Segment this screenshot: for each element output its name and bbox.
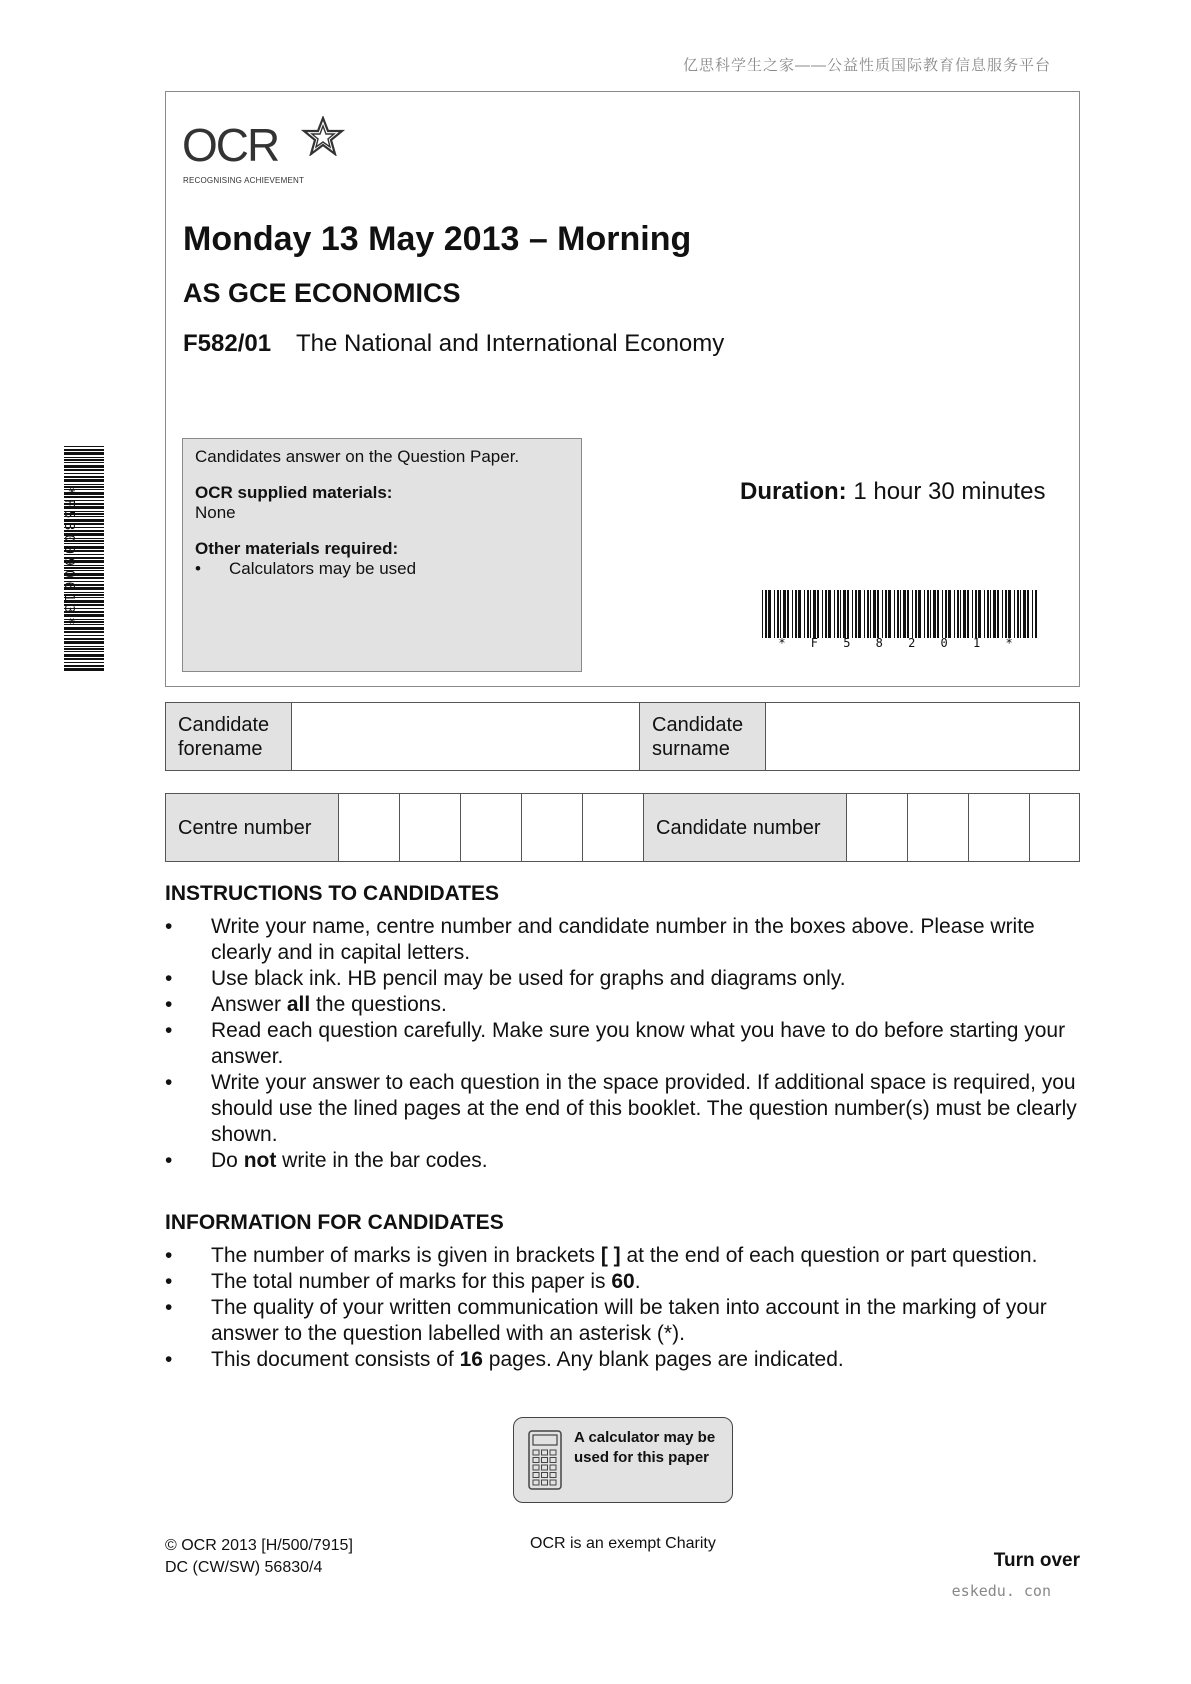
document-code: DC (CW/SW) 56830/4 <box>165 1559 323 1576</box>
surname-field[interactable] <box>766 703 1080 771</box>
barcode-bar <box>960 590 961 638</box>
candidate-number-digit[interactable] <box>969 794 1030 862</box>
surname-label: Candidate surname <box>640 703 766 771</box>
barcode-bar <box>933 590 936 638</box>
barcode-bar <box>783 590 786 638</box>
copyright-line: © OCR 2013 [H/500/7915] <box>165 1537 353 1554</box>
barcode-bar <box>903 590 906 638</box>
barcode-bar <box>810 590 811 638</box>
candidate-barcode-text: *F530090613* <box>61 487 76 629</box>
watermark-bottom: eskedu. con <box>951 1582 1051 1600</box>
calculator-icon <box>528 1430 562 1490</box>
barcode-bars <box>760 590 1040 638</box>
barcode-bar <box>888 590 891 638</box>
footer-copyright <box>165 1535 353 1579</box>
barcode-bar <box>795 590 797 638</box>
other-materials-item: Calculators may be used <box>229 559 417 578</box>
logo-tagline: RECOGNISING ACHIEVEMENT <box>183 176 305 185</box>
barcode-bar <box>852 590 853 638</box>
barcode-bar <box>813 590 816 638</box>
instruction-item: • Use black ink. HB pencil may be used for graphs and diagrams only. <box>165 966 1085 992</box>
barcode-bar <box>978 590 981 638</box>
footer-charity: OCR is an exempt Charity <box>530 1535 716 1552</box>
barcode-bar <box>927 590 929 638</box>
barcode-bar <box>945 590 947 638</box>
calculator-notice <box>513 1417 733 1503</box>
barcode-bar <box>804 590 805 638</box>
barcode-bar <box>987 590 989 638</box>
barcode-bar <box>825 590 827 638</box>
calculator-key <box>533 1480 539 1485</box>
barcode-bar <box>1002 590 1003 638</box>
barcode-bar <box>885 590 887 638</box>
instruction-item: • Do not write in the bar codes. <box>165 1148 1085 1174</box>
barcode-bar <box>948 590 951 638</box>
exam-code: F582/01 <box>183 330 272 357</box>
barcode-bar <box>1005 590 1007 638</box>
barcode-bar <box>817 590 819 638</box>
barcode-bar <box>822 590 823 638</box>
calculator-key <box>550 1465 556 1470</box>
barcode-bar <box>837 590 839 638</box>
calculator-key <box>533 1465 539 1470</box>
barcode-bar <box>762 590 763 638</box>
barcode-bar <box>937 590 939 638</box>
centre-number-digit[interactable] <box>522 794 583 862</box>
barcode-bar <box>840 590 841 638</box>
barcode-bar <box>768 590 771 638</box>
barcode-bar <box>894 590 895 638</box>
barcode-bar <box>847 590 849 638</box>
candidate-name-table <box>165 702 1080 771</box>
barcode-bar <box>912 590 913 638</box>
exam-paper-title: The National and International Economy <box>296 330 725 357</box>
centre-number-digit[interactable] <box>339 794 400 862</box>
barcode-bar <box>828 590 831 638</box>
barcode-bar <box>993 590 996 638</box>
barcode-bar <box>975 590 977 638</box>
barcode-bar <box>897 590 899 638</box>
star-icon <box>300 116 346 156</box>
information-item: • The quality of your written communication will be taken into account in the marking of your answer to the question labelled with an asterisk (*). <box>165 1295 1085 1347</box>
centre-number-label: Centre number <box>166 794 339 862</box>
barcode-bar <box>954 590 955 638</box>
barcode-bar <box>64 668 104 671</box>
barcode-bar <box>834 590 835 638</box>
candidate-number-digit[interactable] <box>908 794 969 862</box>
barcode-bar <box>915 590 917 638</box>
candidate-number-digit[interactable] <box>1030 794 1080 862</box>
candidate-number-digit[interactable] <box>847 794 908 862</box>
barcode-bar <box>1032 590 1033 638</box>
barcode-bar <box>882 590 883 638</box>
barcode-bar <box>957 590 959 638</box>
instructions-list <box>165 914 1085 1174</box>
instruction-item: • Read each question carefully. Make sure you know what you have to do before starting your answer. <box>165 1018 1085 1070</box>
calculator-key <box>542 1480 548 1485</box>
calculator-key <box>550 1473 556 1478</box>
calculator-key <box>533 1450 539 1455</box>
paper-barcode-text: * F 5 8 2 0 1 * <box>778 636 1022 650</box>
barcode-bar <box>972 590 973 638</box>
barcode-bar <box>1020 590 1021 638</box>
watermark-top: 亿思科学生之家——公益性质国际教育信息服务平台 <box>682 57 1051 74</box>
paper-barcode <box>760 590 1040 652</box>
barcode-bar <box>877 590 879 638</box>
barcode-bar <box>930 590 931 638</box>
calculator-key <box>550 1450 556 1455</box>
candidate-number-label: Candidate number <box>644 794 847 862</box>
information-heading: INFORMATION FOR CANDIDATES <box>165 1211 504 1234</box>
barcode-bar <box>864 590 865 638</box>
candidate-number-table <box>165 793 1080 862</box>
materials-line: Candidates answer on the Question Paper. <box>195 447 520 466</box>
barcode-bar <box>1008 590 1011 638</box>
instruction-item: • Write your answer to each question in the space provided. If additional space is required, you should use the lined pages at the end of this booklet. The question number(s) must be clearly shown. <box>165 1070 1085 1148</box>
information-item: • This document consists of 16 pages. Any blank pages are indicated. <box>165 1347 1085 1373</box>
other-materials-heading: Other materials required: <box>195 539 399 558</box>
instruction-item: • Answer all the questions. <box>165 992 1085 1018</box>
turn-over: Turn over <box>993 1550 1080 1571</box>
barcode-bar <box>855 590 857 638</box>
barcode-bar <box>1027 590 1029 638</box>
calculator-key <box>533 1458 539 1463</box>
centre-number-digit[interactable] <box>583 794 644 862</box>
calculator-key <box>542 1473 548 1478</box>
centre-number-digit[interactable] <box>461 794 522 862</box>
barcode-bar <box>64 446 104 447</box>
forename-label: Candidate forename <box>166 703 292 771</box>
forename-field[interactable] <box>292 703 640 771</box>
barcode-bar <box>843 590 846 638</box>
barcode-bar <box>807 590 809 638</box>
barcode-bar <box>780 590 781 638</box>
barcode-bar <box>907 590 909 638</box>
barcode-bar <box>900 590 901 638</box>
barcode-bar <box>867 590 869 638</box>
barcode-bar <box>858 590 861 638</box>
barcode-bar <box>1023 590 1026 638</box>
barcode-bar <box>924 590 925 638</box>
supplied-materials-heading: OCR supplied materials: <box>195 483 393 502</box>
barcode-bar <box>792 590 793 638</box>
information-item: • The total number of marks for this paper is 60. <box>165 1269 1085 1295</box>
barcode-bar <box>997 590 999 638</box>
calculator-key <box>542 1465 548 1470</box>
barcode-bar <box>1017 590 1019 638</box>
barcode-bar <box>990 590 991 638</box>
barcode-bar <box>963 590 966 638</box>
exam-date: Monday 13 May 2013 – Morning <box>183 220 692 258</box>
duration <box>740 478 1045 506</box>
exam-subject: AS GCE ECONOMICS <box>183 278 461 308</box>
information-item: • The number of marks is given in brackets [ ] at the end of each question or part question. <box>165 1243 1085 1269</box>
barcode-bar <box>777 590 779 638</box>
supplied-materials-value: None <box>195 503 236 522</box>
barcode-bar <box>967 590 969 638</box>
materials-box: Candidates answer on the Question Paper. OCR supplied materials: None Other materials required: • Calculators may be used <box>182 438 582 672</box>
centre-number-digit[interactable] <box>400 794 461 862</box>
calculator-key <box>550 1480 556 1485</box>
calculator-key <box>542 1458 548 1463</box>
logo-wordmark: OCR <box>182 119 279 171</box>
barcode-bar <box>1014 590 1015 638</box>
barcode-bar <box>1035 590 1037 638</box>
duration-value: 1 hour 30 minutes <box>846 478 1046 505</box>
information-list <box>165 1243 1085 1373</box>
candidate-barcode <box>54 444 114 676</box>
barcode-bar <box>918 590 921 638</box>
barcode-bar <box>787 590 789 638</box>
calculator-notice-text: A calculator may be used for this paper <box>574 1429 716 1466</box>
barcode-bar <box>870 590 871 638</box>
instruction-item: • Write your name, centre number and candidate number in the boxes above. Please write clearly and in capital letters. <box>165 914 1085 966</box>
calculator-key <box>550 1458 556 1463</box>
barcode-bar <box>873 590 876 638</box>
barcode-bar <box>984 590 985 638</box>
duration-label: Duration: <box>740 478 847 505</box>
barcode-bar <box>765 590 767 638</box>
barcode-bar <box>774 590 775 638</box>
barcode-bar <box>798 590 801 638</box>
calculator-key <box>533 1473 539 1478</box>
barcode-bar <box>942 590 943 638</box>
calculator-key <box>542 1450 548 1455</box>
instructions-heading: INSTRUCTIONS TO CANDIDATES <box>165 882 500 905</box>
